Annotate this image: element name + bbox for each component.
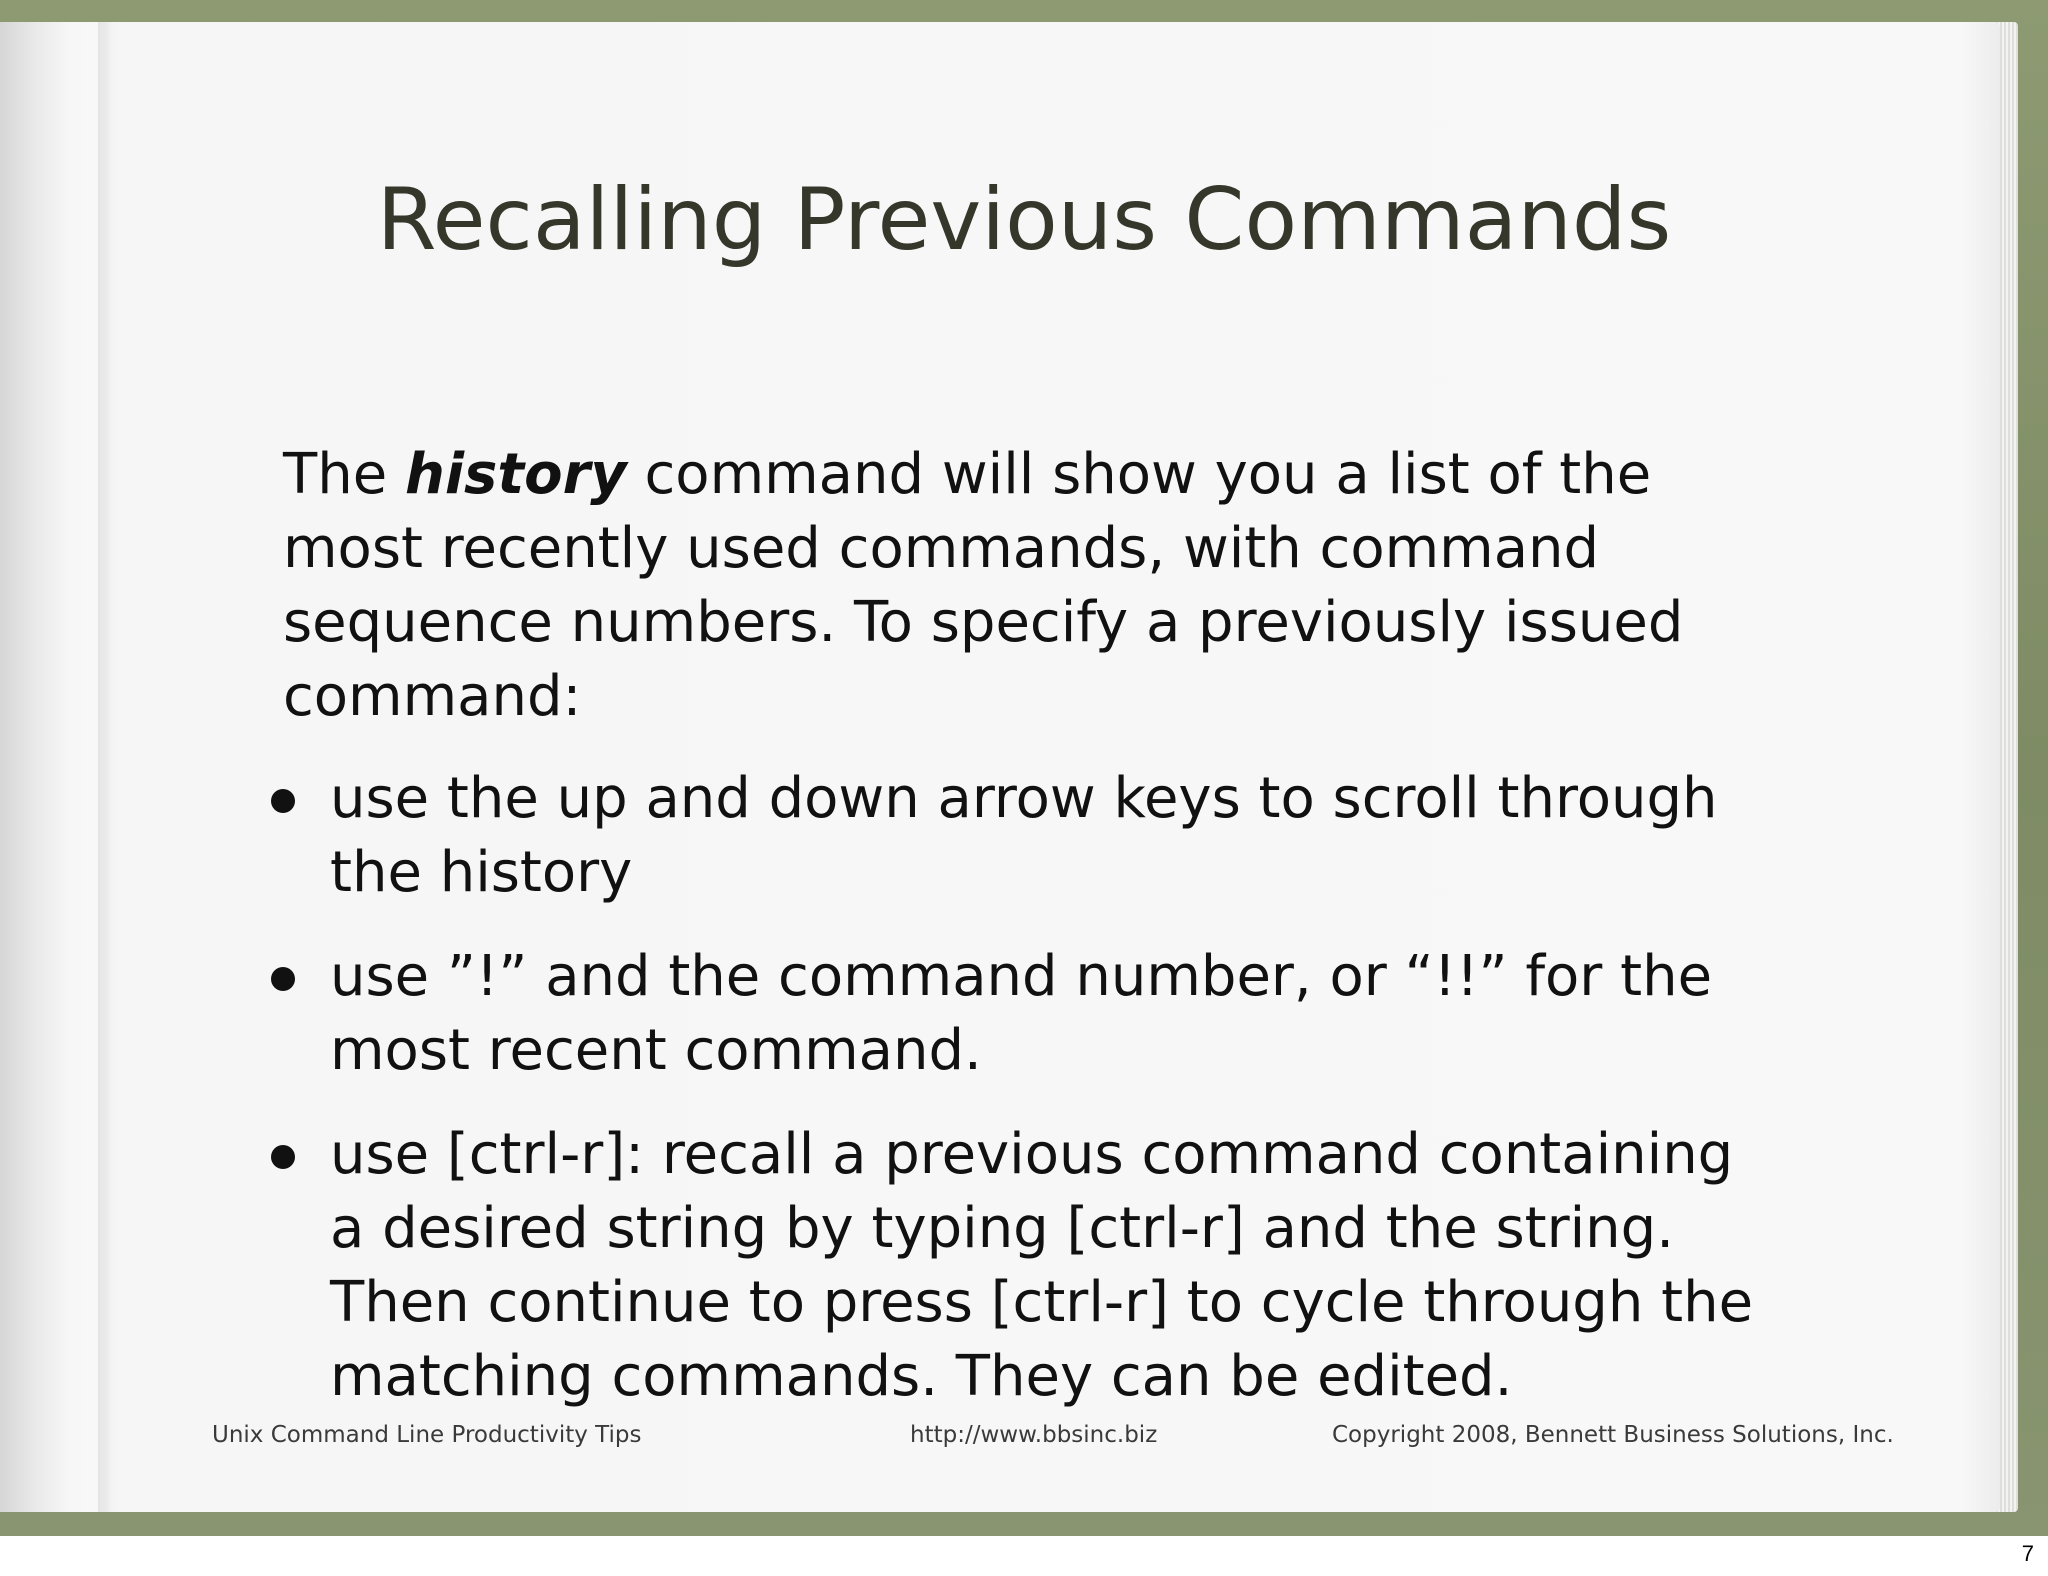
intro-text-before: The	[283, 442, 405, 507]
bullet-text: use the up and down arrow keys to scroll through the history	[330, 766, 1718, 905]
footer-title: Unix Command Line Productivity Tips	[212, 1422, 642, 1448]
bullet-list	[283, 762, 1783, 1414]
history-keyword: history	[404, 442, 627, 507]
footer-copyright: Copyright 2008, Bennett Business Solutions, Inc.	[1332, 1422, 1894, 1448]
footer-url: http://www.bbsinc.biz	[910, 1422, 1158, 1448]
bullet-dot-icon	[271, 967, 295, 991]
bullet-dot-icon	[271, 1145, 295, 1169]
slide-body	[283, 438, 1783, 1444]
intro-text-after: command will show you a list of the most recently used commands, with command sequence numbers. To specify a previously issued command:	[283, 442, 1684, 729]
bullet-item	[283, 762, 1783, 910]
bullet-text: use [ctrl-r]: recall a previous command containing a desired string by typing [ctrl-r] and the string. Then continue to press [ctrl-r] to cycle through the matching commands. They can be edited.	[330, 1122, 1754, 1409]
bullet-text: use ”!” and the command number, or “!!” for the most recent command.	[330, 944, 1713, 1083]
slide-title: Recalling Previous Commands	[376, 170, 1672, 270]
intro-paragraph	[283, 438, 1783, 734]
page-number: 7	[2021, 1541, 2034, 1566]
bullet-item	[283, 940, 1783, 1088]
bullet-dot-icon	[271, 789, 295, 813]
bullet-item	[283, 1118, 1783, 1414]
